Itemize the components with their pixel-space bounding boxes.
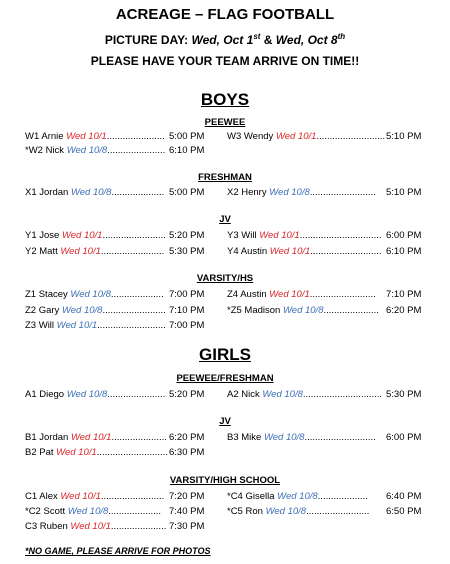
photo-time: 7:00 PM <box>169 289 205 300</box>
game-day: Wed 10/1 <box>60 491 101 502</box>
photo-time: 5:20 PM <box>169 230 205 241</box>
team-name: *W2 Nick <box>25 145 65 156</box>
leader-dots: ...................... <box>107 389 166 400</box>
leader-dots: .................... <box>108 506 162 517</box>
schedule-entry <box>25 230 166 242</box>
schedule-entry <box>227 289 376 301</box>
schedule-entry <box>25 432 167 444</box>
schedule-entry <box>227 432 376 444</box>
schedule-entry <box>25 289 164 301</box>
leader-dots: ........................ <box>100 491 165 502</box>
game-day: Wed 10/1 <box>70 521 111 532</box>
game-day: Wed 10/8 <box>263 432 305 443</box>
picture-day-suffix-1: st <box>253 32 261 41</box>
game-day: Wed 10/1 <box>269 246 311 257</box>
schedule-entry <box>227 230 382 242</box>
photo-time: 5:20 PM <box>169 389 205 400</box>
team-name: Y2 Matt <box>25 246 58 257</box>
game-day: Wed 10/8 <box>61 305 103 316</box>
photo-time: 7:10 PM <box>169 305 205 316</box>
schedule-entry <box>25 506 161 518</box>
game-day: Wed 10/8 <box>66 145 108 156</box>
game-day: Wed 10/1 <box>60 246 101 257</box>
schedule-entry <box>227 389 382 401</box>
game-day: Wed 10/1 <box>70 432 112 443</box>
photo-time: 6:10 PM <box>386 246 422 257</box>
leader-dots: ........................ <box>306 506 370 517</box>
team-name: W3 Wendy <box>227 131 274 142</box>
leader-dots: ..................... <box>323 305 379 316</box>
team-name: *C2 Scott <box>25 506 66 517</box>
game-day: Wed 10/8 <box>66 389 108 400</box>
picture-day-amp: & <box>263 33 273 47</box>
team-name: C3 Ruben <box>25 521 68 532</box>
picture-day-date-1: Wed, Oct 1 <box>191 33 254 47</box>
photo-time: 6:40 PM <box>386 491 422 502</box>
team-name: Z2 Gary <box>25 305 60 316</box>
photo-time: 7:10 PM <box>386 289 422 300</box>
schedule-entry <box>227 491 368 503</box>
peewee-freshman-heading: PEEWEE/FRESHMAN <box>176 373 274 384</box>
leader-dots: ........................ <box>102 305 166 316</box>
photo-time: 6:20 PM <box>386 305 422 316</box>
team-name: X2 Henry <box>227 187 267 198</box>
team-name: C1 Alex <box>25 491 58 502</box>
jv-heading: JV <box>219 214 231 225</box>
leader-dots: ......................... <box>309 289 376 300</box>
varsity-high-school-heading: VARSITY/HIGH SCHOOL <box>169 475 281 486</box>
game-day: Wed 10/1 <box>56 447 97 458</box>
picture-day-date-2: Wed, Oct 8 <box>275 33 338 47</box>
photo-time: 5:00 PM <box>169 131 205 142</box>
girls-heading: GIRLS <box>199 345 251 364</box>
leader-dots: ..................... <box>111 432 167 443</box>
leader-dots: ........................... <box>96 447 168 458</box>
team-name: X1 Jordan <box>25 187 69 198</box>
schedule-entry <box>227 187 376 199</box>
arrive-notice: PLEASE HAVE YOUR TEAM ARRIVE ON TIME!! <box>90 54 360 68</box>
page-title: ACREAGE – FLAG FOOTBALL <box>115 6 335 23</box>
team-name: B3 Mike <box>227 432 262 443</box>
schedule-entry <box>25 521 166 533</box>
team-name: Z3 Will <box>25 320 55 331</box>
team-name: Y4 Austin <box>227 246 268 257</box>
leader-dots: ...................... <box>107 145 166 156</box>
schedule-entry <box>25 491 164 503</box>
peewee-heading: PEEWEE <box>204 117 246 128</box>
photo-time: 5:30 PM <box>169 246 205 257</box>
leader-dots: ........................... <box>304 432 376 443</box>
team-name: Z4 Austin <box>227 289 267 300</box>
freshman-heading: FRESHMAN <box>198 172 252 183</box>
game-day: Wed 10/8 <box>70 289 111 300</box>
leader-dots: ............................... <box>299 230 382 241</box>
team-name: W1 Arnie <box>25 131 64 142</box>
team-name: A2 Nick <box>227 389 260 400</box>
schedule-entry <box>227 131 385 143</box>
schedule-entry <box>25 187 164 199</box>
leader-dots: ......................... <box>309 187 376 198</box>
schedule-entry <box>227 246 382 258</box>
photo-time: 6:10 PM <box>169 145 205 156</box>
picture-day-label: PICTURE DAY: <box>104 33 189 47</box>
team-name: *C4 Gisella <box>227 491 275 502</box>
leader-dots: ........................ <box>100 246 165 257</box>
game-day: Wed 10/8 <box>70 187 112 198</box>
photo-time: 7:40 PM <box>169 506 205 517</box>
team-name: *Z5 Madison <box>227 305 281 316</box>
schedule-entry <box>25 305 166 317</box>
team-name: Z1 Stacey <box>25 289 68 300</box>
game-day: Wed 10/1 <box>66 131 107 142</box>
game-day: Wed 10/8 <box>67 506 109 517</box>
photo-time: 7:00 PM <box>169 320 205 331</box>
girls-jv-heading: JV <box>219 416 231 427</box>
schedule-entry <box>25 246 164 258</box>
photo-time: 6:00 PM <box>386 432 422 443</box>
game-day: Wed 10/1 <box>275 131 317 142</box>
leader-dots: ........................ <box>102 230 166 241</box>
game-day: Wed 10/8 <box>269 187 310 198</box>
varsity-hs-heading: VARSITY/HS <box>196 273 254 284</box>
photo-time: 5:00 PM <box>169 187 205 198</box>
photo-time: 7:20 PM <box>169 491 205 502</box>
picture-day-suffix-2: th <box>337 32 346 41</box>
team-name: B2 Pat <box>25 447 54 458</box>
photo-time: 5:10 PM <box>386 187 422 198</box>
photo-time: 6:50 PM <box>386 506 422 517</box>
game-day: Wed 10/8 <box>265 506 307 517</box>
photo-time: 6:20 PM <box>169 432 205 443</box>
schedule-entry <box>25 145 165 157</box>
game-day: Wed 10/1 <box>269 289 310 300</box>
team-name: B1 Jordan <box>25 432 69 443</box>
boys-heading: BOYS <box>200 90 250 109</box>
picture-day-line <box>0 32 450 47</box>
schedule-entry <box>25 447 168 459</box>
game-day: Wed 10/8 <box>282 305 324 316</box>
leader-dots: .................... <box>110 289 164 300</box>
team-name: *C5 Ron <box>227 506 263 517</box>
schedule-entry <box>25 320 166 332</box>
schedule-entry <box>227 305 379 317</box>
photo-time: 7:30 PM <box>169 521 205 532</box>
schedule-entry <box>25 389 165 401</box>
game-day: Wed 10/8 <box>262 389 303 400</box>
footnote: *NO GAME, PLEASE ARRIVE FOR PHOTOS <box>25 546 211 556</box>
game-day: Wed 10/1 <box>259 230 300 241</box>
team-name: A1 Diego <box>25 389 65 400</box>
leader-dots: .......................... <box>97 320 166 331</box>
schedule-entry <box>227 506 369 518</box>
photo-time: 6:30 PM <box>169 447 205 458</box>
photo-time: 5:30 PM <box>386 389 422 400</box>
leader-dots: ................... <box>317 491 368 502</box>
game-day: Wed 10/8 <box>277 491 318 502</box>
photo-time: 5:10 PM <box>386 131 422 142</box>
leader-dots: ........................... <box>310 246 382 257</box>
leader-dots: .......................... <box>316 131 386 142</box>
leader-dots: ...................... <box>106 131 165 142</box>
photo-time: 6:00 PM <box>386 230 422 241</box>
game-day: Wed 10/1 <box>61 230 103 241</box>
leader-dots: .............................. <box>302 389 383 400</box>
game-day: Wed 10/1 <box>56 320 98 331</box>
team-name: Y3 Will <box>227 230 257 241</box>
leader-dots: .................... <box>111 187 165 198</box>
schedule-entry <box>25 131 165 143</box>
team-name: Y1 Jose <box>25 230 60 241</box>
leader-dots: ..................... <box>110 521 167 532</box>
